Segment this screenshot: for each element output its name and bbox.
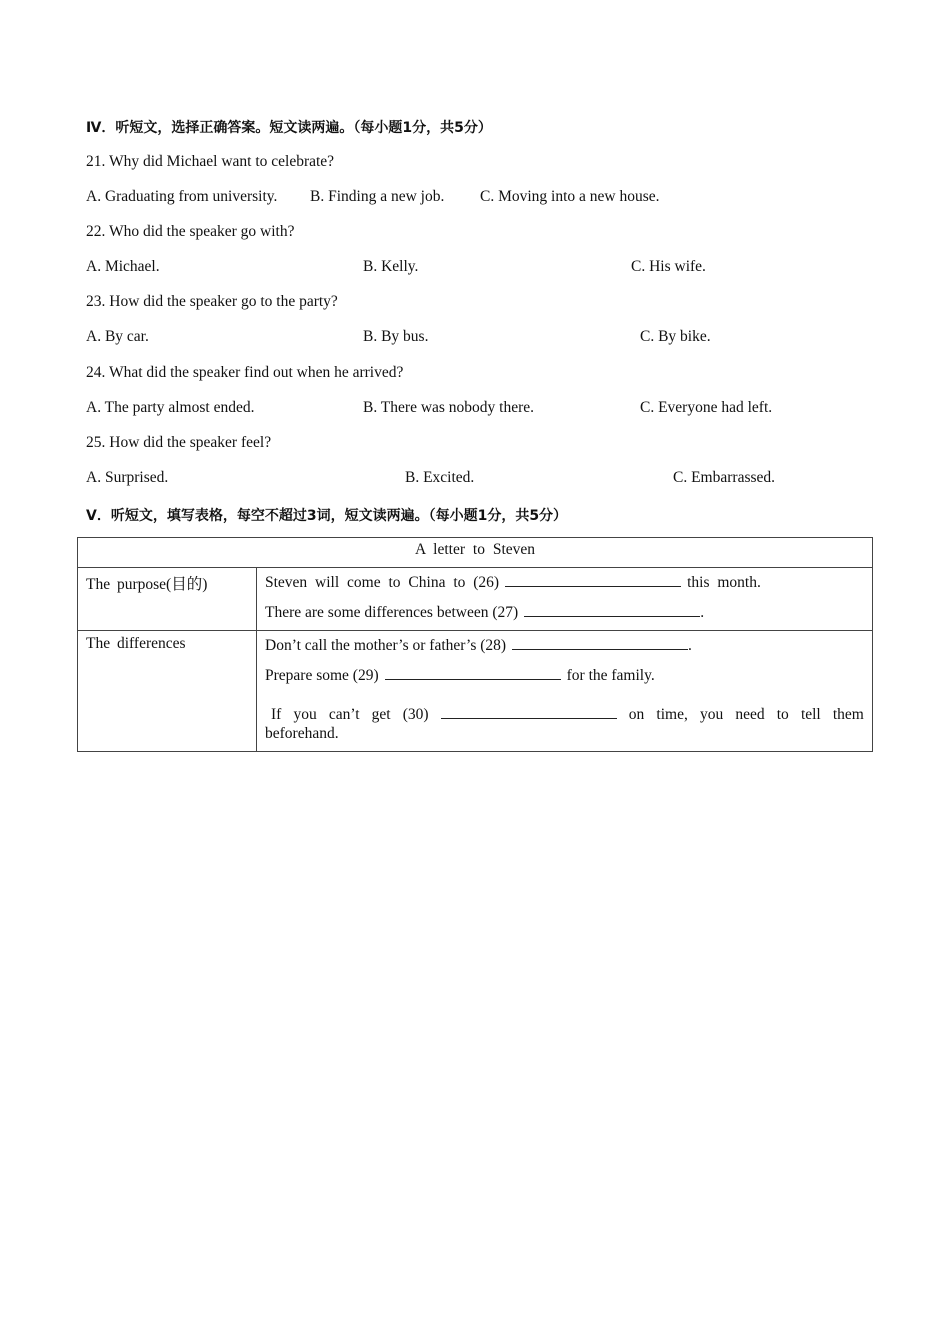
question-24: 24. What did the speaker find out when he arrived? (86, 364, 404, 381)
diff-line-29-end: for the family. (566, 667, 655, 684)
purpose-cell (257, 568, 873, 631)
blank-26[interactable] (505, 571, 681, 587)
differences-label: The differences (78, 631, 257, 752)
word: you (293, 706, 317, 723)
word: you (699, 706, 724, 723)
question-22-option-b: B. Kelly. (363, 258, 419, 275)
question-25-option-c: C. Embarrassed. (673, 469, 776, 486)
word: If (271, 706, 282, 723)
word: need (735, 706, 765, 723)
purpose-line-26 (257, 568, 872, 600)
purpose-line-27 (257, 600, 872, 630)
word: (30) (402, 706, 429, 723)
section-4-heading: Ⅳ．听短文，选择正确答案。短文读两遍。（每小题1分，共5分） (86, 120, 492, 136)
question-22-option-a: A. Michael. (86, 258, 160, 275)
question-21: 21. Why did Michael want to celebrate? (86, 153, 335, 170)
table-title: A letter to Steven (78, 538, 873, 568)
question-24-option-c: C. Everyone had left. (640, 399, 773, 416)
question-25: 25. How did the speaker feel? (86, 434, 272, 451)
question-23-option-b: B. By bus. (363, 328, 429, 345)
word: on (628, 706, 645, 723)
diff-line-29 (257, 663, 872, 693)
section-5-heading: Ⅴ．听短文，填写表格，每空不超过3词，短文读两遍。（每小题1分，共5分） (86, 508, 568, 524)
blank-27[interactable] (524, 601, 700, 617)
question-21-option-c: C. Moving into a new house. (480, 188, 660, 205)
question-21-option-a: A. Graduating from university. (86, 188, 278, 205)
diff-line-28-end: . (688, 637, 692, 654)
blank-28[interactable] (512, 634, 688, 650)
question-23-option-a: A. By car. (86, 328, 149, 345)
question-24-option-b: B. There was nobody there. (363, 399, 535, 416)
diff-line-30-end: beforehand. (265, 725, 339, 742)
purpose-line-27-end: . (700, 604, 705, 621)
diff-line-28-text: Don’t call the mother’s or father’s (28) (265, 637, 507, 654)
question-25-option-a: A. Surprised. (86, 469, 169, 486)
purpose-label: The purpose(目的) (78, 568, 257, 631)
purpose-line-27-text: There are some differences between (27) (265, 604, 519, 621)
purpose-line-26-text: Steven will come to China to (26) (265, 574, 500, 591)
word: get (371, 706, 391, 723)
word: them (832, 706, 864, 723)
differences-cell (257, 631, 873, 752)
purpose-line-26-end: this month. (687, 574, 761, 591)
diff-line-28 (257, 631, 872, 663)
diff-line-29-text: Prepare some (29) (265, 667, 379, 684)
word: tell (800, 706, 821, 723)
word: time, (656, 706, 688, 723)
word: can’t (328, 706, 360, 723)
question-25-option-b: B. Excited. (405, 469, 475, 486)
letter-table (77, 537, 873, 752)
question-22: 22. Who did the speaker go with? (86, 223, 295, 240)
question-21-option-b: B. Finding a new job. (310, 188, 445, 205)
diff-line-30 (257, 693, 872, 751)
question-23: 23. How did the speaker go to the party? (86, 293, 338, 310)
question-24-option-a: A. The party almost ended. (86, 399, 255, 416)
word: to (776, 706, 789, 723)
question-23-option-c: C. By bike. (640, 328, 711, 345)
blank-29[interactable] (385, 664, 561, 680)
blank-30[interactable] (441, 703, 617, 719)
question-22-option-c: C. His wife. (631, 258, 706, 275)
